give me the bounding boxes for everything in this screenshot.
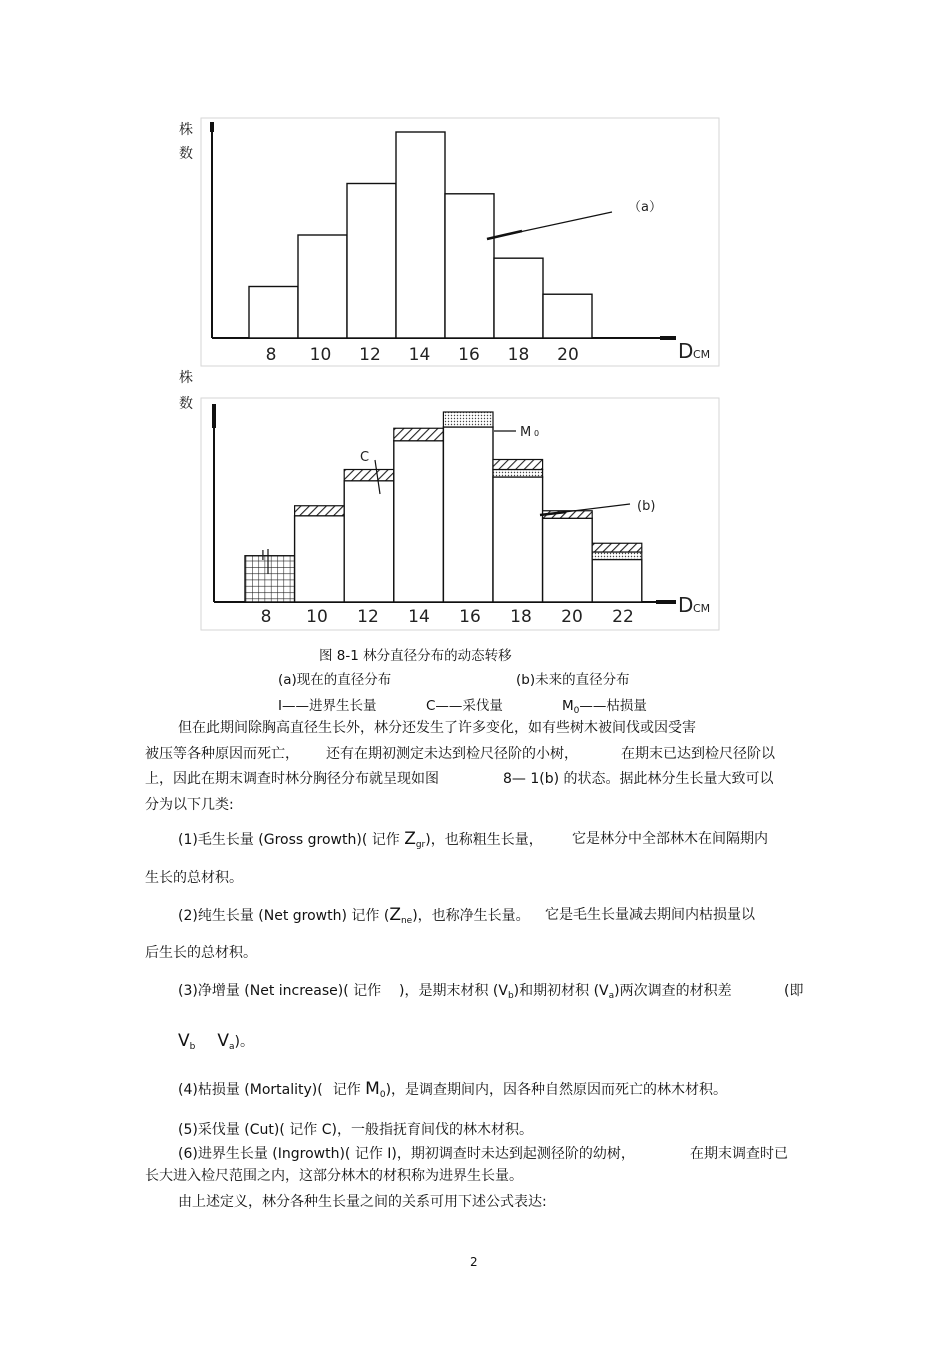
bottom-ylabel-1: 株 — [179, 370, 193, 386]
paragraph-1-line-2a: 被压等各种原因而死亡， — [145, 746, 299, 762]
top-xlabel-d: D — [678, 339, 694, 363]
bottom-tick-labels — [261, 607, 634, 627]
label-m0: M — [520, 425, 532, 440]
bottom-bar-14-cut — [394, 428, 444, 441]
top-bar-14 — [396, 132, 445, 338]
top-ylabel-2: 数 — [179, 146, 193, 162]
figure-caption-title: 图 8-1 林分直径分布的动态转移 — [319, 648, 512, 664]
item-6-line-1a: (6)进界生长量 (Ingrowth)( 记作 I)，期初调查时未达到起测径阶的幼树， — [178, 1146, 635, 1162]
bottom-bar-16-mortality — [443, 412, 493, 427]
bottom-bar-18-mortality — [493, 470, 543, 478]
bottom-bar-18 — [493, 477, 543, 602]
item-3-line-1e: (即 — [784, 983, 804, 999]
item-2-line-1a: (2)纯生长量 (Net growth) 记作 $(Z_{ne})$，也称净生长量。 — [178, 905, 530, 926]
bottom-xlabel-cm: CM — [693, 602, 711, 615]
bottom-bar-22 — [592, 560, 642, 603]
item-1-line-1a: (1)毛生长量 (Gross growth)( 记作 $Z_{gr}$)，也称粗生长量， — [178, 829, 543, 850]
item-2-line-2: 后生长的总材积。 — [145, 945, 257, 961]
bottom-bar-22-cut — [592, 543, 642, 552]
top-label-a: （a） — [628, 200, 662, 215]
bottom-ylabel-2: 数 — [179, 396, 193, 412]
figure-8-1 — [0, 0, 950, 640]
top-bar-10 — [298, 235, 347, 338]
bottom-tick-12: 12 — [357, 607, 379, 627]
bottom-bar-22-mortality — [592, 552, 642, 560]
paragraph-1-line-3a: 上，因此在期末调查时林分胸径分布就呈现如图 — [145, 771, 439, 787]
top-tick-labels — [266, 345, 579, 365]
bottom-tick-10: 10 — [306, 607, 328, 627]
top-ylabel-1: 株 — [179, 122, 193, 138]
bottom-tick-16: 16 — [459, 607, 481, 627]
label-i: I — [261, 549, 265, 564]
label-c: C — [360, 450, 370, 465]
caption-b: (b)未来的直径分布 — [516, 672, 630, 688]
bottom-bar-14 — [394, 441, 444, 602]
bottom-bar-20 — [543, 518, 593, 602]
bottom-bar-10-cut — [295, 506, 345, 516]
top-bar-12 — [347, 184, 396, 339]
bottom-bar-10 — [295, 516, 345, 602]
paragraph-1-line-2b: 还有在期初测定未达到检尺径阶的小树， — [326, 746, 578, 762]
item-3-line-1a: (3)净增量 (Net increase)( 记作 — [178, 983, 382, 999]
bottom-bars — [245, 412, 642, 602]
top-tick-20: 20 — [557, 345, 579, 365]
item-2-line-1c: 它是毛生长量减去期间内枯损量以 — [545, 907, 755, 923]
item-1-line-2: 生长的总材积。 — [145, 870, 243, 886]
top-tick-18: 18 — [507, 345, 530, 365]
top-bar-20 — [543, 294, 592, 338]
item-6-line-1b: 在期末调查时已 — [690, 1146, 788, 1162]
paragraph-1-line-1: 但在此期间除胸高直径生长外，林分还发生了许多变化，如有些树木被间伐或因受害 — [178, 720, 696, 736]
label-m0-sub: 0 — [534, 429, 540, 438]
bottom-bar-16 — [443, 427, 493, 602]
top-tick-16: 16 — [458, 345, 480, 365]
top-xlabel-cm: CM — [693, 348, 711, 361]
item-3-line-1b: )，是期末材积 $(V_b)$和期初材积 $(V_a)$两次调查的材积差 — [399, 983, 732, 1001]
top-bar-18 — [494, 258, 543, 338]
item-1-line-1c: 它是林分中全部林木在间隔期内 — [572, 831, 768, 847]
paragraph-1-line-3b: 8— 1(b) 的状态。据此林分生长量大致可以 — [503, 771, 774, 787]
top-tick-14: 14 — [408, 345, 431, 365]
bottom-bar-12 — [344, 481, 394, 602]
page-number: 2 — [470, 1255, 478, 1269]
histogram-figure — [0, 0, 950, 640]
bottom-xlabel-d: D — [678, 593, 694, 617]
item-4-line-1: (4)枯损量 (Mortality)( 记作 $M_0$)，是调查期间内，因各种自然原因而死亡的林木材积。 — [178, 1079, 728, 1100]
item-6-line-2: 长大进入检尺范围之内，这部分林木的材积称为进界生长量。 — [145, 1168, 523, 1184]
top-tick-8: 8 — [265, 345, 277, 365]
bottom-tick-22: 22 — [612, 607, 634, 627]
caption-m: $M_0——$枯损量 — [562, 698, 647, 716]
top-tick-12: 12 — [359, 345, 381, 365]
top-bar-16 — [445, 194, 494, 338]
top-bars — [249, 132, 592, 338]
bottom-tick-18: 18 — [510, 607, 532, 627]
item-5-line-1: (5)采伐量 (Cut)( 记作 C)，一般指抚育间伐的林木材积。 — [178, 1122, 533, 1138]
paragraph-1-line-2c: 在期末已达到检尺径阶以 — [621, 746, 775, 762]
paragraph-1-line-4: 分为以下几类: — [145, 797, 234, 813]
caption-i: I——进界生长量 — [278, 698, 377, 714]
bottom-bar-18-cut — [493, 460, 543, 470]
bottom-bar-8 — [245, 556, 295, 602]
item-3-line-2: $V_b$ $V_a$)。 — [178, 1031, 254, 1052]
caption-c: C——采伐量 — [426, 698, 503, 714]
top-tick-10: 10 — [309, 345, 332, 365]
bottom-tick-14: 14 — [408, 607, 430, 627]
bottom-bar-12-cut — [344, 470, 394, 481]
bottom-tick-20: 20 — [561, 607, 583, 627]
label-b: (b) — [637, 499, 656, 514]
closing-sentence: 由上述定义，林分各种生长量之间的关系可用下述公式表达: — [178, 1194, 547, 1210]
top-bar-8 — [249, 287, 298, 339]
bottom-tick-8: 8 — [260, 607, 272, 627]
caption-a: (a)现在的直径分布 — [278, 672, 392, 688]
